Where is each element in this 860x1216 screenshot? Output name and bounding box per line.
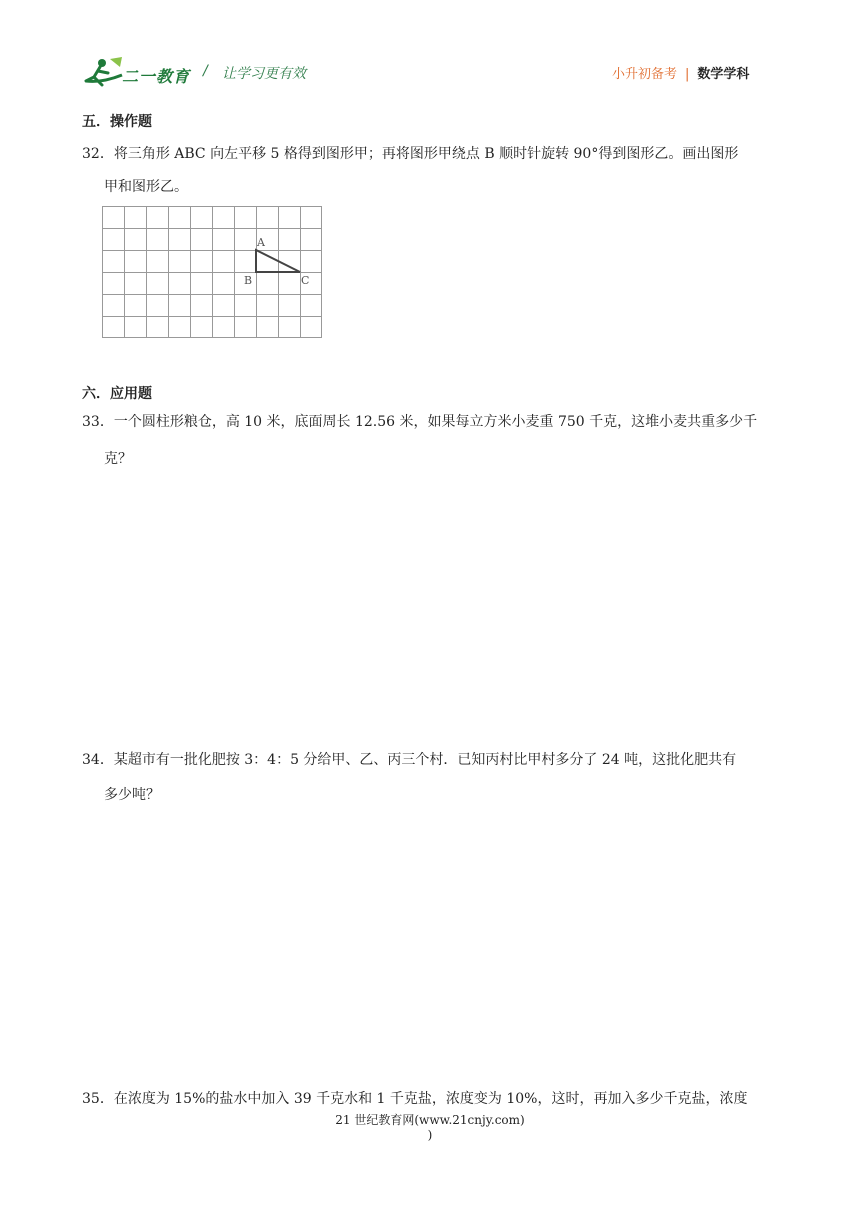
footer-source: 21 世纪教育网(www.21cnjy.com) bbox=[335, 1113, 525, 1127]
point-a-label: A bbox=[257, 236, 265, 249]
question-35-line1: 35．在浓度为 15%的盐水中加入 39 千克水和 1 千克盐，浓度变为 10%，这时，再加入多少千克盐，浓度 bbox=[82, 1091, 748, 1107]
question-32-line1: 32．将三角形 ABC 向左平移 5 格得到图形甲；再将图形甲绕点 B 顺时针旋转 90°得到图形乙。画出图形 bbox=[82, 146, 739, 162]
header-subject-label: 数学学科 bbox=[697, 67, 750, 82]
section-title-applications: 六．应用题 bbox=[82, 386, 152, 402]
section-title-operations: 五．操作题 bbox=[82, 114, 152, 130]
question-34-line1: 34．某超市有一批化肥按 3：4：5 分给甲、乙、丙三个村．已知丙村比甲村多分了 24 吨，这批化肥共有 bbox=[82, 752, 737, 768]
header-slogan: 让学习更有效 bbox=[222, 66, 306, 82]
question-32-line2: 甲和图形乙。 bbox=[104, 179, 188, 195]
question-33-line2: 克？ bbox=[104, 451, 132, 467]
point-c-label: C bbox=[301, 274, 310, 287]
question-34-line2: 多少吨？ bbox=[104, 787, 160, 803]
grid-figure bbox=[102, 204, 324, 344]
header-separator: | bbox=[685, 67, 690, 82]
header-slash: / bbox=[203, 63, 208, 79]
header-exam-label: 小升初备考 bbox=[612, 67, 678, 82]
footer-paren: ) bbox=[427, 1128, 433, 1142]
question-33-line1: 33．一个圆柱形粮仓，高 10 米，底面周长 12.56 米，如果每立方米小麦重 750 千克，这堆小麦共重多少千 bbox=[82, 414, 758, 430]
grid-svg bbox=[102, 204, 324, 340]
logo-text: 二一教育 bbox=[122, 67, 191, 86]
header-right bbox=[612, 63, 749, 82]
point-b-label: B bbox=[244, 274, 253, 287]
